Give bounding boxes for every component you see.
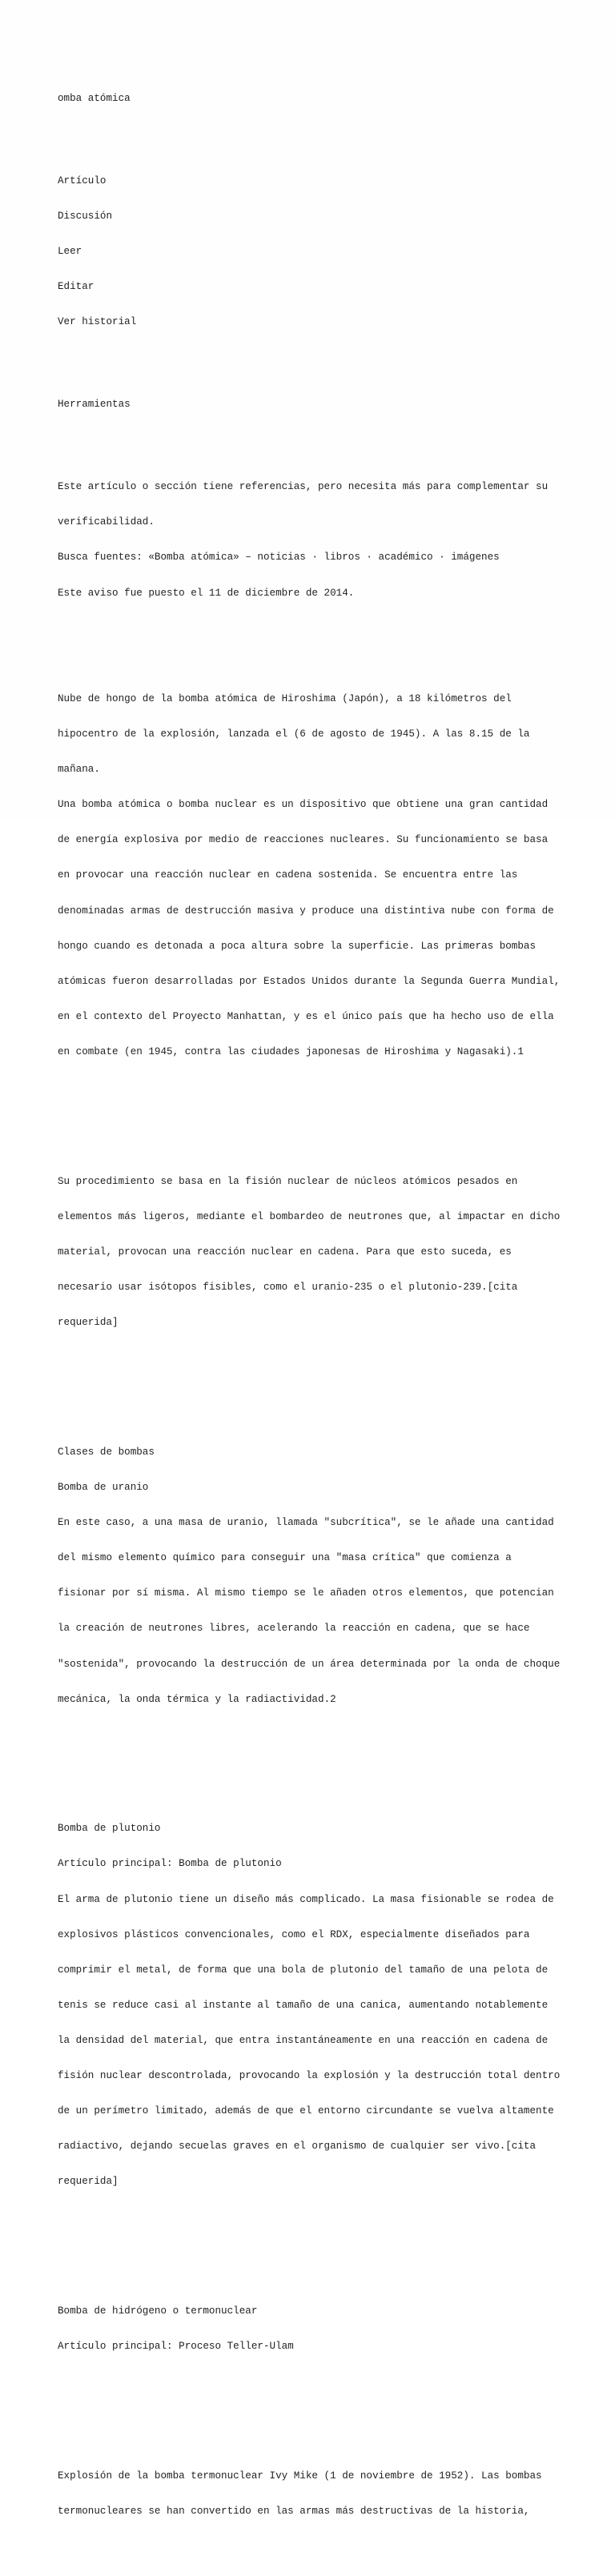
section-heading: Clases de bombas [58, 1446, 155, 1458]
text-line: mañana. [58, 764, 100, 776]
text-line: hongo cuando es detonada a poca altura sobre la superficie. Las primeras bombas [58, 940, 537, 952]
document-text [58, 58, 570, 2576]
notice-date: Este aviso fue puesto el 11 de diciembre de 2014. [58, 587, 355, 599]
text-line: en combate (en 1945, contra las ciudades japonesas de Hiroshima y Nagasaki).1 [58, 1046, 524, 1057]
subsection-heading: Bomba de plutonio [58, 1823, 161, 1835]
text-line: "sostenida", provocando la destrucción de un área determinada por la onda de choque [58, 1658, 561, 1670]
plutonium-section [58, 1800, 570, 2212]
text-line: la densidad del material, que entra instantáneamente en una reacción en cadena de [58, 2035, 549, 2047]
classes-section [58, 1422, 570, 1728]
text-line: El arma de plutonio tiene un diseño más complicado. La masa fisionable se rodea de [58, 1893, 554, 1905]
intro-section [58, 670, 570, 1082]
text-line: fisionar por sí misma. Al mismo tiempo se le añaden otros elementos, que potencian [58, 1587, 554, 1599]
text-line: Su procedimiento se basa en la fisión nuclear de núcleos atómicos pesados en [58, 1175, 518, 1187]
text-line: requerida] [58, 2176, 119, 2188]
tab-read: Leer [58, 246, 82, 258]
main-article-note: Artículo principal: Proceso Teller-Ulam [58, 2341, 294, 2353]
text-line: mecánica, la onda térmica y la radiactividad.2 [58, 1693, 336, 1705]
tools-label: Herramientas [58, 399, 131, 411]
text-line: atómicas fueron desarrolladas por Estados Unidos durante la Segunda Guerra Mundial, [58, 975, 561, 987]
notice-line: Este artículo o sección tiene referencias, pero necesita más para complementar su [58, 481, 549, 493]
text-line: Una bomba atómica o bomba nuclear es un dispositivo que obtiene una gran cantidad [58, 799, 549, 811]
text-line: Nube de hongo de la bomba atómica de Hiroshima (Japón), a 18 kilómetros del [58, 692, 512, 704]
text-line: fisión nuclear descontrolada, provocando la explosión y la destrucción total dentro [58, 2070, 561, 2082]
text-line: tenis se reduce casi al instante al tamaño de una canica, aumentando notablemente [58, 1999, 549, 2011]
tab-article: Artículo [58, 175, 107, 187]
text-line: comprimir el metal, de forma que una bola de plutonio del tamaño de una pelota de [58, 1964, 549, 1976]
text-line: radiactivo, dejando secuelas graves en el organismo de cualquier ser vivo.[cita [58, 2141, 537, 2153]
tab-discussion: Discusión [58, 211, 113, 223]
page-title: omba atómica [58, 93, 131, 105]
text-line: elementos más ligeros, mediante el bombardeo de neutrones que, al impactar en dicho [58, 1210, 561, 1222]
text-line: En este caso, a una masa de uranio, llamada "subcrítica", se le añade una cantidad [58, 1517, 554, 1529]
text-line: necesario usar isótopos fisibles, como el uranio-235 o el plutonio-239.[cita [58, 1282, 518, 1294]
text-line: en provocar una reacción nuclear en cadena sostenida. Se encuentra entre las [58, 869, 518, 881]
text-line: la creación de neutrones libres, acelerando la reacción en cadena, que se hace [58, 1623, 530, 1635]
text-line: requerida] [58, 1317, 119, 1329]
ivy-mike-section [58, 2447, 570, 2542]
text-line: en el contexto del Proyecto Manhattan, y es el único país que ha hecho uso de ella [58, 1010, 554, 1022]
tab-edit: Editar [58, 281, 94, 293]
text-line: Explosión de la bomba termonuclear Ivy Mike (1 de noviembre de 1952). Las bombas [58, 2470, 542, 2482]
notice-sources: Busca fuentes: «Bomba atómica» – noticias · libros · académico · imágenes [58, 552, 500, 564]
text-line: del mismo elemento químico para conseguir una "masa crítica" que comienza a [58, 1552, 512, 1564]
hydrogen-section [58, 2282, 570, 2377]
notice-line: verificabilidad. [58, 516, 155, 528]
text-line: hipocentro de la explosión, lanzada el (6 de agosto de 1945). A las 8.15 de la [58, 728, 530, 740]
text-line: material, provocan una reacción nuclear en cadena. Para que esto suceda, es [58, 1246, 512, 1258]
main-article-note: Artículo principal: Bomba de plutonio [58, 1858, 282, 1870]
subsection-heading: Bomba de hidrógeno o termonuclear [58, 2305, 258, 2317]
text-line: denominadas armas de destrucción masiva y produce una distintiva nube con forma de [58, 905, 554, 917]
text-line: de energía explosiva por medio de reacciones nucleares. Su funcionamiento se basa [58, 834, 549, 846]
text-line: de un perímetro limitado, además de que el entorno circundante se vuelva altamente [58, 2105, 554, 2117]
text-line: termonucleares se han convertido en las armas más destructivas de la historia, [58, 2506, 530, 2518]
text-line: explosivos plásticos convencionales, como el RDX, especialmente diseñados para [58, 1928, 530, 1940]
subsection-heading: Bomba de uranio [58, 1481, 149, 1493]
tab-history: Ver historial [58, 316, 137, 328]
procedure-section [58, 1152, 570, 1352]
